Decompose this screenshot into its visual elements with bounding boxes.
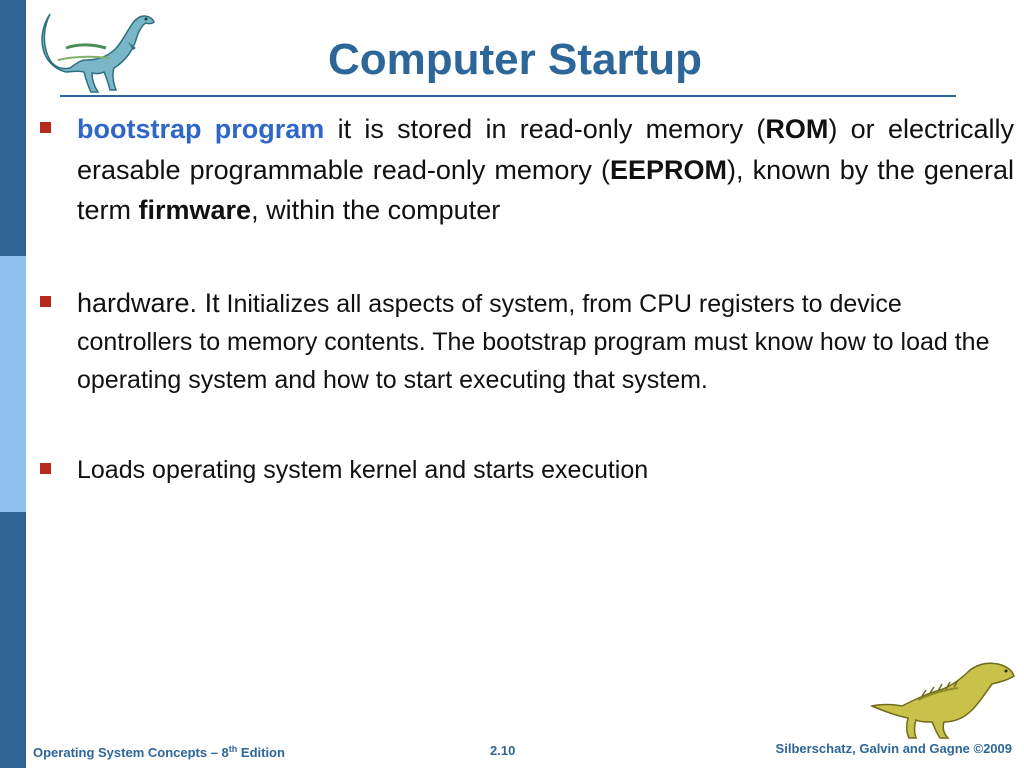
footer-book-title-suffix: Edition (237, 745, 285, 760)
bullet-text-segment: it is stored in read-only memory ( (324, 114, 766, 144)
term-eeprom: EEPROM (610, 154, 728, 185)
term-firmware: firmware (138, 195, 252, 225)
slide-number: 2.10 (490, 743, 516, 758)
bullet-text-segment: ) or electrically erasable programmable read-only memory ( (77, 114, 1014, 185)
bullet-marker (40, 463, 51, 474)
bullet-item-kernel (40, 451, 1014, 489)
footer-authors: Silberschatz, Galvin and Gagne ©2009 (775, 741, 1012, 756)
side-bar-middle (0, 256, 26, 512)
footer-book-title (33, 745, 285, 761)
side-bar-top (0, 0, 26, 256)
dinosaur-icon (36, 8, 158, 96)
bullet-text-segment: ), known by the general term (77, 154, 1014, 225)
bullet-marker (40, 122, 51, 133)
side-bar-bottom (0, 512, 26, 768)
dinosaur-icon (868, 660, 1018, 740)
bullet-text (77, 284, 1014, 399)
bullet-text (77, 109, 1014, 231)
term-rom: ROM (765, 114, 829, 144)
bullet-text-segment: Initializes all aspects of system, from CPU registers to device controllers to memory contents. The bootstrap program must know how to load the operating system and how to start executing that system. (77, 290, 990, 394)
bullet-text-segment: , within the computer (251, 195, 501, 225)
title-divider (60, 95, 956, 97)
footer-superscript: th (228, 744, 238, 754)
bullet-text: Loads operating system kernel and starts execution (77, 456, 649, 484)
bullet-item-hardware (40, 284, 1014, 399)
slide-title: Computer Startup (328, 35, 702, 84)
term-bootstrap-program: bootstrap program (77, 114, 325, 144)
bullet-marker (40, 296, 51, 307)
footer-book-title-text: Operating System Concepts – 8 (33, 745, 229, 760)
bullet-item-bootstrap (40, 109, 1014, 231)
bullet-lead: hardware. It (77, 288, 220, 318)
